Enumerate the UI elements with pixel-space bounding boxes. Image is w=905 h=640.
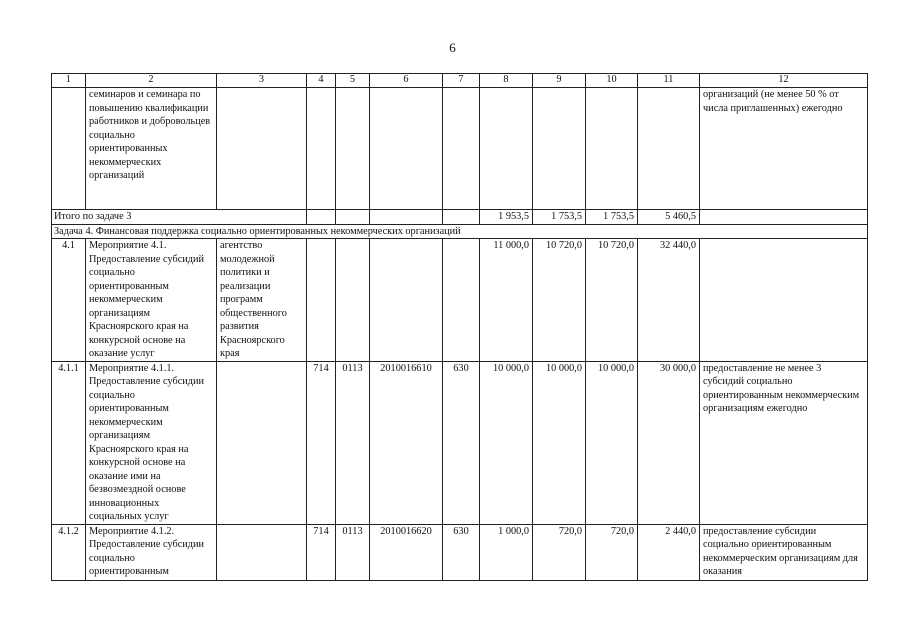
column-header: 7	[443, 74, 480, 88]
total-label: Итого по задаче 3	[52, 210, 307, 225]
page-number: 6	[449, 40, 456, 55]
target-article-code: 2010016610	[370, 361, 443, 524]
sum-cell: 11 000,0	[480, 239, 533, 362]
target-article-code: 2010016620	[370, 524, 443, 580]
event-cell: Мероприятие 4.1. Предоставление субсидий социально ориентированным некоммерческим организациям Красноярского края на конкурсной основе на оказание услуг	[86, 239, 217, 362]
sum-cell: 1 753,5	[533, 210, 586, 225]
section-code: 0113	[336, 524, 370, 580]
table-row-4-1	[52, 239, 868, 362]
result-cell: предоставление не менее 3 субсидий социально ориентированным некоммерческим организациям ежегодно	[700, 361, 868, 524]
result-cell: предоставление субсидии социально ориентированным некоммерческим организациям для оказания	[700, 524, 868, 580]
sum-cell: 32 440,0	[638, 239, 700, 362]
sum-cell: 2 440,0	[638, 524, 700, 580]
event-cell: Мероприятие 4.1.2. Предоставление субсидии социально ориентированным	[86, 524, 217, 580]
sum-cell: 30 000,0	[638, 361, 700, 524]
grbs-code: 714	[307, 524, 336, 580]
event-cell: семинаров и семинара по повышению квалификации работников и добровольцев социально ориентированных некоммерческих организаций	[86, 88, 217, 210]
grbs-code: 714	[307, 361, 336, 524]
sum-cell: 10 720,0	[586, 239, 638, 362]
sum-cell: 10 000,0	[533, 361, 586, 524]
sum-cell: 1 753,5	[586, 210, 638, 225]
section-code: 0113	[336, 361, 370, 524]
event-cell: Мероприятие 4.1.1. Предоставление субсидии социально ориентированным некоммерческим организациям Красноярского края на конкурсной основе на оказание ими на безвозмездной основе инновационных социальных услуг	[86, 361, 217, 524]
row-number: 4.1.1	[52, 361, 86, 524]
column-header: 6	[370, 74, 443, 88]
expense-type-code: 630	[443, 361, 480, 524]
column-header: 2	[86, 74, 217, 88]
task-heading: Задача 4. Финансовая поддержка социально ориентированных некоммерческих организаций	[52, 224, 868, 239]
expense-type-code: 630	[443, 524, 480, 580]
column-header: 1	[52, 74, 86, 88]
table-row-total-task3	[52, 210, 868, 225]
column-number-row	[52, 74, 868, 88]
table-row-task4-heading	[52, 224, 868, 239]
table-row-4-1-2	[52, 524, 868, 580]
row-number: 4.1.2	[52, 524, 86, 580]
column-header: 4	[307, 74, 336, 88]
table-row-4-1-1	[52, 361, 868, 524]
column-header: 3	[217, 74, 307, 88]
column-header: 5	[336, 74, 370, 88]
sum-cell: 10 000,0	[586, 361, 638, 524]
sum-cell: 720,0	[533, 524, 586, 580]
sum-cell: 1 953,5	[480, 210, 533, 225]
column-header: 9	[533, 74, 586, 88]
row-number: 4.1	[52, 239, 86, 362]
column-header: 8	[480, 74, 533, 88]
sum-cell: 1 000,0	[480, 524, 533, 580]
result-cell: организаций (не менее 50 % от числа приглашенных) ежегодно	[700, 88, 868, 210]
column-header: 10	[586, 74, 638, 88]
table-row-continuation	[52, 88, 868, 210]
sum-cell: 720,0	[586, 524, 638, 580]
program-events-table	[51, 73, 868, 581]
sum-cell: 10 720,0	[533, 239, 586, 362]
agency-cell: агентство молодежной политики и реализации программ общественного развития Красноярского края	[217, 239, 307, 362]
column-header: 11	[638, 74, 700, 88]
sum-cell: 10 000,0	[480, 361, 533, 524]
column-header: 12	[700, 74, 868, 88]
sum-cell: 5 460,5	[638, 210, 700, 225]
